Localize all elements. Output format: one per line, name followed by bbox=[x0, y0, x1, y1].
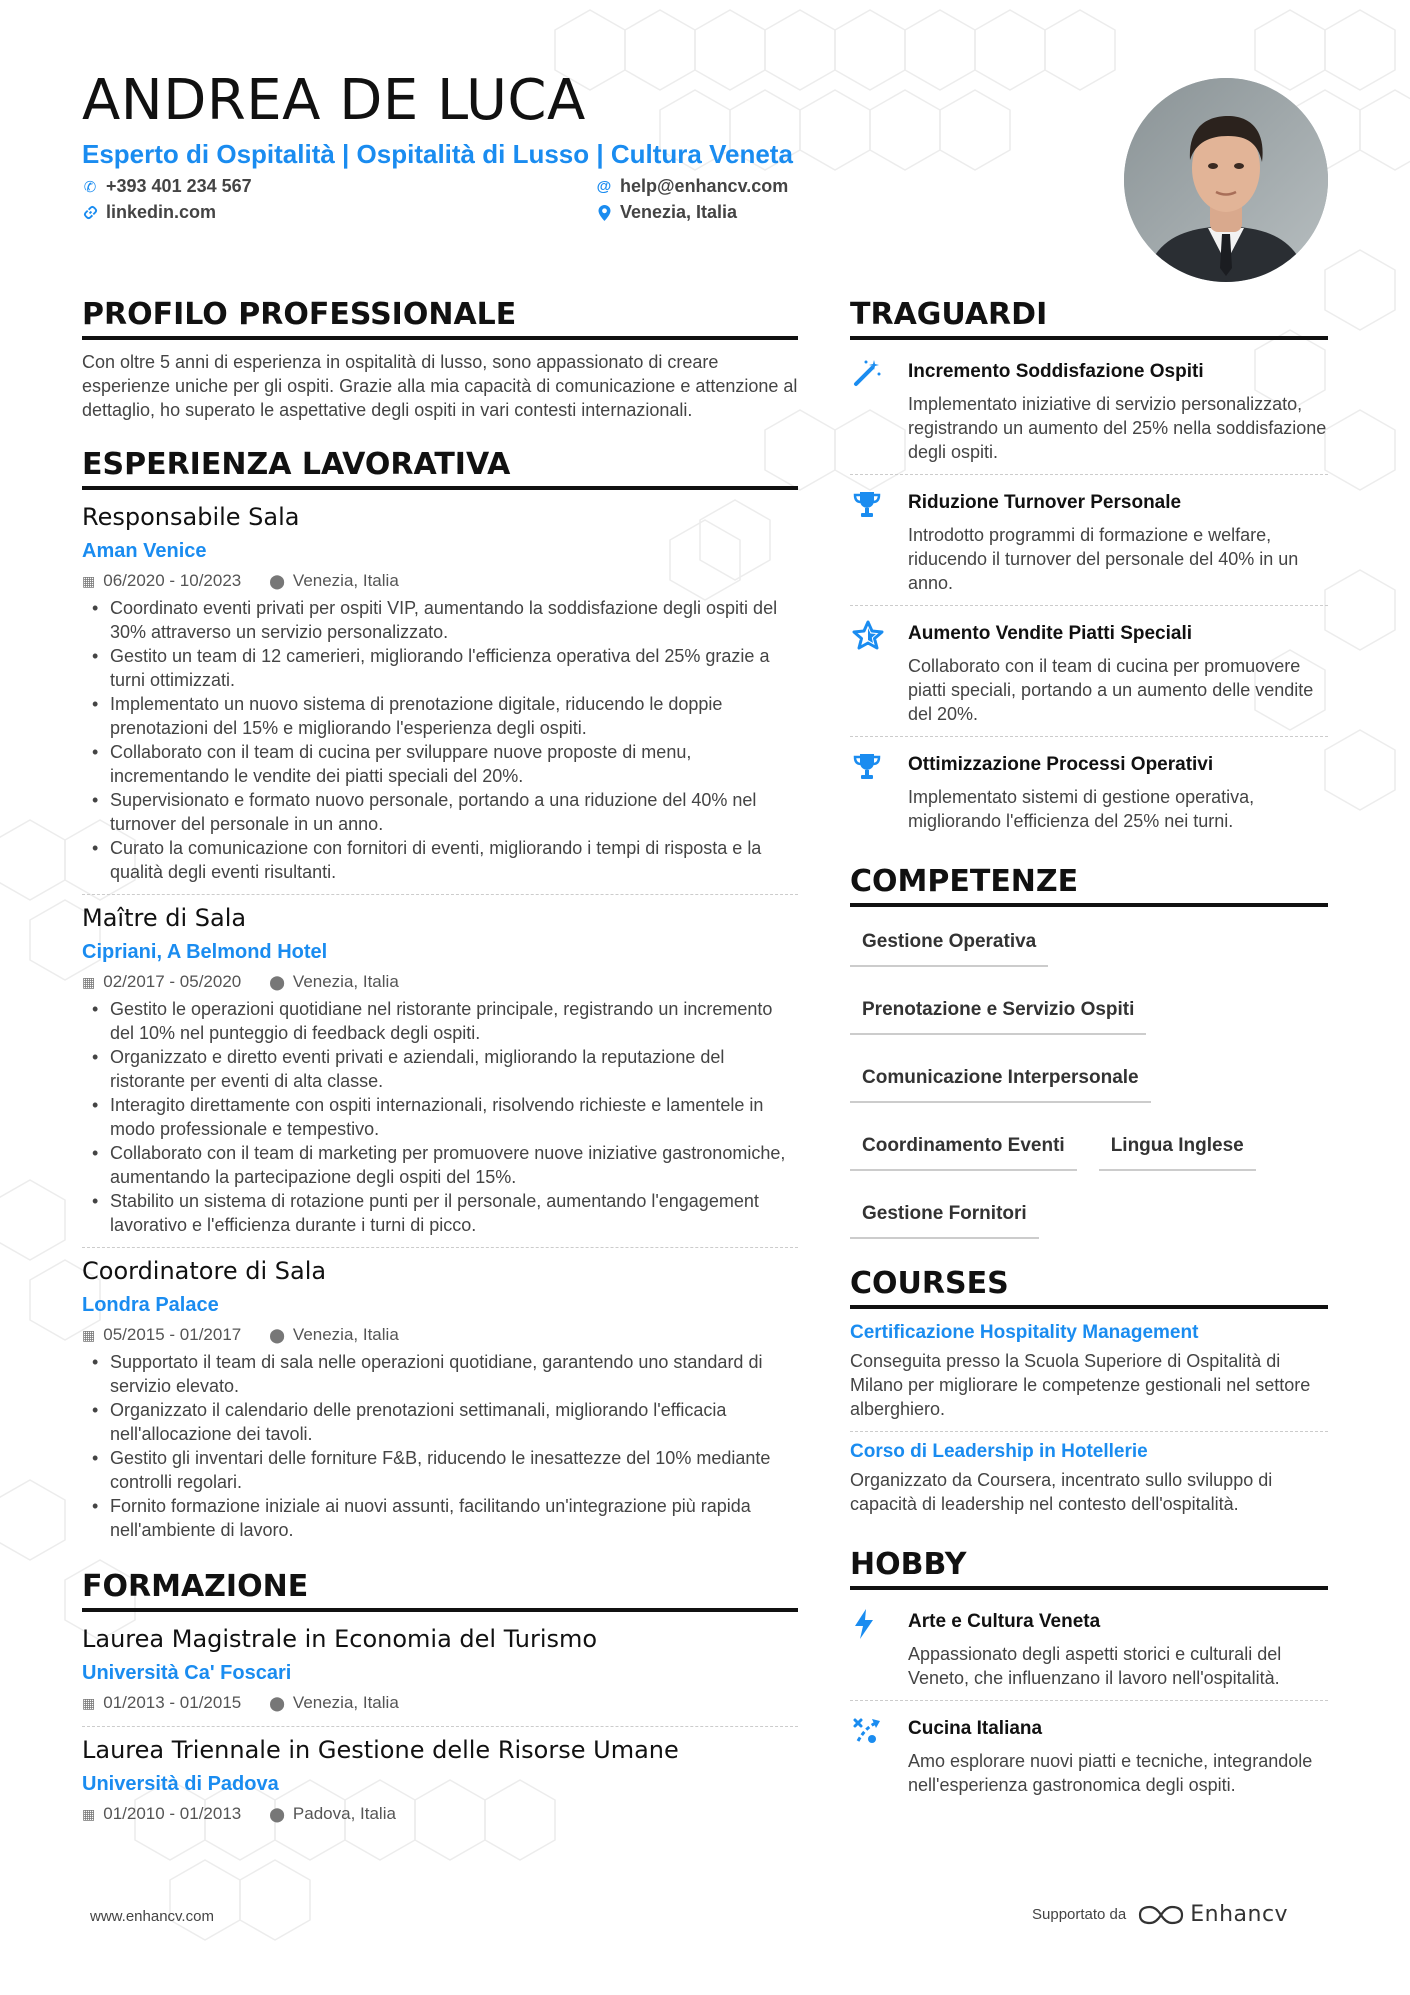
job-dates: 06/2020 - 10/2023 bbox=[103, 571, 242, 590]
education-dates: 01/2010 - 01/2013 bbox=[103, 1804, 242, 1823]
hobby-divider bbox=[850, 1700, 1328, 1701]
job-company: Londra Palace bbox=[82, 1294, 219, 1316]
resume-header bbox=[82, 68, 1142, 236]
education-dates: 01/2013 - 01/2015 bbox=[103, 1693, 242, 1712]
degree-title: Laurea Triennale in Gestione delle Risorse Umane bbox=[82, 1736, 679, 1764]
education-location: Venezia, Italia bbox=[292, 1693, 399, 1712]
job-bullets bbox=[82, 997, 798, 1237]
hobby-item bbox=[850, 1707, 1328, 1797]
job-meta bbox=[82, 969, 798, 995]
lightning-icon bbox=[850, 1608, 908, 1690]
skill-tag: Prenotazione e Servizio Ospiti bbox=[850, 985, 1146, 1035]
footer-branding bbox=[1032, 1902, 1288, 1927]
hobby-title: Cucina Italiana bbox=[908, 1718, 1043, 1739]
job-dates: 05/2015 - 01/2017 bbox=[103, 1325, 242, 1344]
education-meta bbox=[82, 1690, 798, 1716]
course-item bbox=[850, 1438, 1328, 1516]
achievement-description: Collaborato con il team di cucina per promuovere piatti speciali, portando a un aumento delle vendite del 20%. bbox=[908, 656, 1314, 724]
linkedin-text: linkedin.com bbox=[106, 202, 217, 222]
job-location: Venezia, Italia bbox=[292, 571, 399, 590]
job-entry bbox=[82, 901, 798, 1237]
left-column bbox=[82, 296, 798, 1827]
achievement-item bbox=[850, 481, 1328, 595]
job-entry bbox=[82, 1254, 798, 1542]
job-meta bbox=[82, 1322, 798, 1348]
job-entry bbox=[82, 500, 798, 884]
hobby-section bbox=[850, 1546, 1328, 1797]
hobby-description: Amo esplorare nuovi piatti e tecniche, integrandole nell'esperienza gastronomica degli ospiti. bbox=[908, 1751, 1313, 1795]
calendar-icon: ▦ bbox=[82, 974, 96, 990]
job-title: Maître di Sala bbox=[82, 904, 247, 932]
course-title: Certificazione Hospitality Management bbox=[850, 1322, 1199, 1343]
school-name: Università Ca' Foscari bbox=[82, 1662, 292, 1684]
course-item bbox=[850, 1319, 1328, 1421]
job-divider bbox=[82, 894, 798, 895]
skill-tag: Comunicazione Interpersonale bbox=[850, 1053, 1151, 1103]
achievement-description: Implementato iniziative di servizio personalizzato, registrando un aumento del 25% nella soddisfazione degli ospiti. bbox=[908, 394, 1327, 462]
education-divider bbox=[82, 1726, 798, 1727]
location-pin-icon: ⬤ bbox=[269, 974, 285, 990]
experience-section bbox=[82, 446, 798, 1542]
job-bullet: • Coordinato eventi privati per ospiti VIP, aumentando la soddisfazione degli ospiti del 30% attraverso un servizio personalizzato. bbox=[82, 596, 798, 644]
star-icon bbox=[850, 620, 908, 726]
phone-text: +393 401 234 567 bbox=[106, 176, 252, 196]
achievement-divider bbox=[850, 605, 1328, 606]
location-pin-icon: ⬤ bbox=[269, 1695, 285, 1711]
achievement-item bbox=[850, 350, 1328, 464]
job-bullet: • Collaborato con il team di cucina per sviluppare nuove proposte di menu, incrementando le vendite dei piatti speciali del 20%. bbox=[82, 740, 798, 788]
job-meta bbox=[82, 568, 798, 594]
job-title: Responsabile Sala bbox=[82, 503, 300, 531]
trophy-icon bbox=[850, 751, 908, 833]
achievement-title: Aumento Vendite Piatti Speciali bbox=[908, 623, 1193, 644]
phone-icon: ✆ bbox=[83, 178, 97, 196]
achievements-section bbox=[850, 296, 1328, 833]
education-meta bbox=[82, 1801, 798, 1827]
achievement-item bbox=[850, 743, 1328, 833]
contact-info bbox=[82, 176, 942, 236]
link-icon bbox=[82, 205, 98, 220]
achievements-section-title: TRAGUARDI bbox=[850, 296, 1328, 340]
course-description: Conseguita presso la Scuola Superiore di Ospitalità di Milano per migliorare le competenze gestionali nel settore alberghiero. bbox=[850, 1351, 1311, 1419]
enhancv-logo-icon bbox=[1138, 1903, 1184, 1927]
education-location: Padova, Italia bbox=[292, 1804, 396, 1823]
achievement-title: Incremento Soddisfazione Ospiti bbox=[908, 361, 1204, 382]
contact-linkedin[interactable] bbox=[82, 202, 216, 223]
candidate-name: ANDREA DE LUCA bbox=[82, 68, 586, 133]
magic-wand-icon bbox=[850, 358, 908, 464]
hobby-description: Appassionato degli aspetti storici e culturali del Veneto, che influenzano il lavoro nell'ospitalità. bbox=[908, 1644, 1282, 1688]
school-name: Università di Padova bbox=[82, 1773, 279, 1795]
job-bullet: • Gestito un team di 12 camerieri, migliorando l'efficienza operativa del 25% grazie a turni ottimizzati. bbox=[82, 644, 798, 692]
job-bullets bbox=[82, 1350, 798, 1542]
job-bullets bbox=[82, 596, 798, 884]
profile-photo bbox=[1124, 78, 1328, 282]
courses-section-title: COURSES bbox=[850, 1265, 1328, 1309]
contact-email[interactable] bbox=[596, 176, 788, 197]
degree-title: Laurea Magistrale in Economia del Turismo bbox=[82, 1625, 598, 1653]
job-bullet: • Interagito direttamente con ospiti internazionali, risolvendo richieste e lamentele in modo professionale e tempestivo. bbox=[82, 1093, 798, 1141]
job-bullet: • Curato la comunicazione con fornitori di eventi, migliorando i tempi di risposta e la qualità degli eventi risultanti. bbox=[82, 836, 798, 884]
courses-section bbox=[850, 1265, 1328, 1516]
education-entry bbox=[82, 1622, 798, 1716]
location-pin-icon: ⬤ bbox=[269, 573, 285, 589]
job-location: Venezia, Italia bbox=[292, 1325, 399, 1344]
location-pin-icon bbox=[596, 205, 612, 221]
location-pin-icon: ⬤ bbox=[269, 1806, 285, 1822]
skill-tag: Gestione Fornitori bbox=[850, 1189, 1039, 1239]
job-company: Aman Venice bbox=[82, 540, 207, 562]
job-company: Cipriani, A Belmond Hotel bbox=[82, 941, 328, 963]
hobby-title: Arte e Cultura Veneta bbox=[908, 1611, 1101, 1632]
contact-phone[interactable] bbox=[82, 176, 252, 197]
education-section-title: FORMAZIONE bbox=[82, 1568, 798, 1612]
job-bullet: • Organizzato e diretto eventi privati e aziendali, migliorando la reputazione del ristorante per eventi di alta classe. bbox=[82, 1045, 798, 1093]
job-bullet: • Supportato il team di sala nelle operazioni quotidiane, garantendo uno standard di servizio elevato. bbox=[82, 1350, 798, 1398]
course-description: Organizzato da Coursera, incentrato sullo sviluppo di capacità di leadership nel contesto dell'ospitalità. bbox=[850, 1470, 1273, 1514]
education-entry bbox=[82, 1733, 798, 1827]
location-text: Venezia, Italia bbox=[620, 202, 738, 222]
job-divider bbox=[82, 1247, 798, 1248]
trophy-icon bbox=[850, 489, 908, 595]
powered-by-text: Supportato da bbox=[1032, 1906, 1127, 1923]
calendar-icon: ▦ bbox=[82, 573, 96, 589]
achievement-description: Implementato sistemi di gestione operativa, migliorando l'efficienza del 25% nei turni. bbox=[908, 787, 1255, 831]
right-column bbox=[850, 296, 1328, 1797]
job-location: Venezia, Italia bbox=[292, 972, 399, 991]
skill-tag: Lingua Inglese bbox=[1099, 1121, 1256, 1171]
contact-location bbox=[596, 202, 737, 223]
job-bullet: • Implementato un nuovo sistema di prenotazione digitale, riducendo le doppie prenotazioni del 15% e migliorando l'esperienza degli ospiti. bbox=[82, 692, 798, 740]
job-bullet: • Stabilito un sistema di rotazione punti per il personale, aumentando l'engagement lavorativo e l'efficienza durante i turni di picco. bbox=[82, 1189, 798, 1237]
experience-section-title: ESPERIENZA LAVORATIVA bbox=[82, 446, 798, 490]
achievement-title: Riduzione Turnover Personale bbox=[908, 492, 1182, 513]
profile-section-title: PROFILO PROFESSIONALE bbox=[82, 296, 798, 340]
skill-tag: Coordinamento Eventi bbox=[850, 1121, 1077, 1171]
job-dates: 02/2017 - 05/2020 bbox=[103, 972, 242, 991]
job-bullet: • Collaborato con il team di marketing per promuovere nuove iniziative gastronomiche, aumentando la partecipazione degli ospiti del 15%. bbox=[82, 1141, 798, 1189]
job-bullet: • Gestito gli inventari delle forniture F&B, riducendo le inesattezze del 10% mediante controlli regolari. bbox=[82, 1446, 798, 1494]
tactics-icon bbox=[850, 1715, 908, 1797]
achievement-title: Ottimizzazione Processi Operativi bbox=[908, 754, 1214, 775]
brand-name: Enhancv bbox=[1190, 1902, 1289, 1927]
calendar-icon: ▦ bbox=[82, 1327, 96, 1343]
email-text: help@enhancv.com bbox=[620, 176, 789, 196]
job-bullet: • Fornito formazione iniziale ai nuovi assunti, facilitando un'integrazione più rapida nell'ambiente di lavoro. bbox=[82, 1494, 798, 1542]
profile-section bbox=[82, 296, 798, 422]
education-section bbox=[82, 1568, 798, 1827]
at-icon: @ bbox=[596, 178, 612, 195]
skills-section bbox=[850, 863, 1328, 1257]
skills-section-title: COMPETENZE bbox=[850, 863, 1328, 907]
profile-summary: Con oltre 5 anni di esperienza in ospitalità di lusso, sono appassionato di creare esperienze uniche per gli ospiti. Grazie alla mia capacità di comunicazione e attenzione al dettaglio, ho superato le aspettative degli ospiti in vari contesti internazionali. bbox=[82, 352, 798, 420]
candidate-headline: Esperto di Ospitalità | Ospitalità di Lusso | Cultura Veneta bbox=[82, 139, 793, 169]
job-title: Coordinatore di Sala bbox=[82, 1257, 327, 1285]
achievement-divider bbox=[850, 736, 1328, 737]
course-title: Corso di Leadership in Hotellerie bbox=[850, 1441, 1148, 1462]
hobby-section-title: HOBBY bbox=[850, 1546, 1328, 1590]
hobby-item bbox=[850, 1600, 1328, 1690]
job-bullet: • Supervisionato e formato nuovo personale, portando a una riduzione del 40% nel turnover del personale in un anno. bbox=[82, 788, 798, 836]
course-divider bbox=[850, 1431, 1328, 1432]
achievement-description: Introdotto programmi di formazione e welfare, riducendo il turnover del personale del 40% in un anno. bbox=[908, 525, 1299, 593]
calendar-icon: ▦ bbox=[82, 1695, 96, 1711]
job-bullet: • Organizzato il calendario delle prenotazioni settimanali, migliorando l'efficacia nell'allocazione dei tavoli. bbox=[82, 1398, 798, 1446]
achievement-item bbox=[850, 612, 1328, 726]
location-pin-icon: ⬤ bbox=[269, 1327, 285, 1343]
skill-tag: Gestione Operativa bbox=[850, 917, 1048, 967]
job-bullet: • Gestito le operazioni quotidiane nel ristorante principale, registrando un incremento del 10% nel punteggio di feedback degli ospiti. bbox=[82, 997, 798, 1045]
calendar-icon: ▦ bbox=[82, 1806, 96, 1822]
achievement-divider bbox=[850, 474, 1328, 475]
footer-website[interactable]: www.enhancv.com bbox=[90, 1908, 214, 1925]
skills-list bbox=[850, 917, 1328, 1257]
